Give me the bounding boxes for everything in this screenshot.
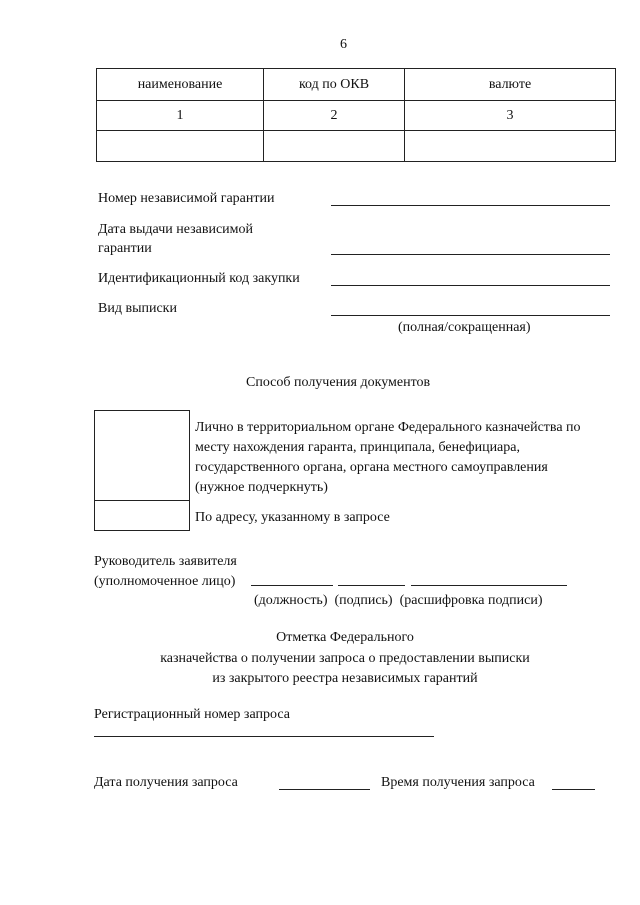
option-by-address-label: По адресу, указанному в запросе	[195, 510, 390, 525]
receipt-time-field[interactable]	[552, 789, 595, 790]
applicant-head-label: Руководитель заявителя	[94, 554, 237, 569]
procurement-code-label: Идентификационный код закупки	[98, 271, 300, 286]
position-field[interactable]	[251, 585, 333, 586]
table-cell: 3	[405, 101, 616, 131]
table-header-cell: валюте	[405, 69, 616, 101]
option-in-person-line: месту нахождения гаранта, принципала, бенефициара,	[195, 440, 520, 455]
issue-date-label-line2: гарантии	[98, 241, 152, 256]
issue-date-label-line1: Дата выдачи независимой	[98, 222, 254, 237]
table-number-row	[97, 101, 616, 131]
treasury-mark-line1: Отметка Федерального	[276, 630, 414, 645]
table-header-cell: код по ОКВ	[264, 69, 405, 101]
registration-number-label: Регистрационный номер запроса	[94, 707, 290, 722]
page-number: 6	[340, 37, 347, 52]
issue-date-field[interactable]	[331, 254, 610, 255]
signature-field[interactable]	[338, 585, 405, 586]
table-cell: 1	[97, 101, 264, 131]
currency-table	[96, 68, 616, 162]
table-cell: 2	[264, 101, 405, 131]
guarantee-number-label: Номер независимой гарантии	[98, 191, 275, 206]
statement-type-label: Вид выписки	[98, 301, 177, 316]
statement-type-field[interactable]	[331, 315, 610, 316]
authorized-person-label: (уполномоченное лицо)	[94, 574, 236, 589]
registration-number-field[interactable]	[94, 736, 434, 737]
table-value-cell[interactable]	[405, 131, 616, 162]
procurement-code-field[interactable]	[331, 285, 610, 286]
receipt-date-label: Дата получения запроса	[94, 775, 238, 790]
table-header-row	[97, 69, 616, 101]
option-by-address-checkbox[interactable]	[94, 500, 190, 531]
statement-type-hint: (полная/сокращенная)	[398, 320, 531, 335]
receipt-time-label: Время получения запроса	[381, 775, 535, 790]
table-header-cell: наименование	[97, 69, 264, 101]
treasury-mark-line2: казначейства о получении запроса о предоставлении выписки	[160, 651, 530, 666]
option-in-person-checkbox[interactable]	[94, 410, 190, 501]
signature-caption: (должность) (подпись) (расшифровка подписи)	[254, 593, 543, 608]
delivery-title: Способ получения документов	[246, 375, 431, 390]
option-in-person-line: государственного органа, органа местного самоуправления	[195, 460, 548, 475]
table-value-cell[interactable]	[97, 131, 264, 162]
guarantee-number-field[interactable]	[331, 205, 610, 206]
treasury-mark-line3: из закрытого реестра независимых гарантий	[212, 671, 478, 686]
option-in-person-line: Лично в территориальном органе Федерального казначейства по	[195, 420, 581, 435]
option-in-person-line: (нужное подчеркнуть)	[195, 480, 328, 495]
table-value-row	[97, 131, 616, 162]
receipt-date-field[interactable]	[279, 789, 370, 790]
table-value-cell[interactable]	[264, 131, 405, 162]
signature-decoding-field[interactable]	[411, 585, 567, 586]
